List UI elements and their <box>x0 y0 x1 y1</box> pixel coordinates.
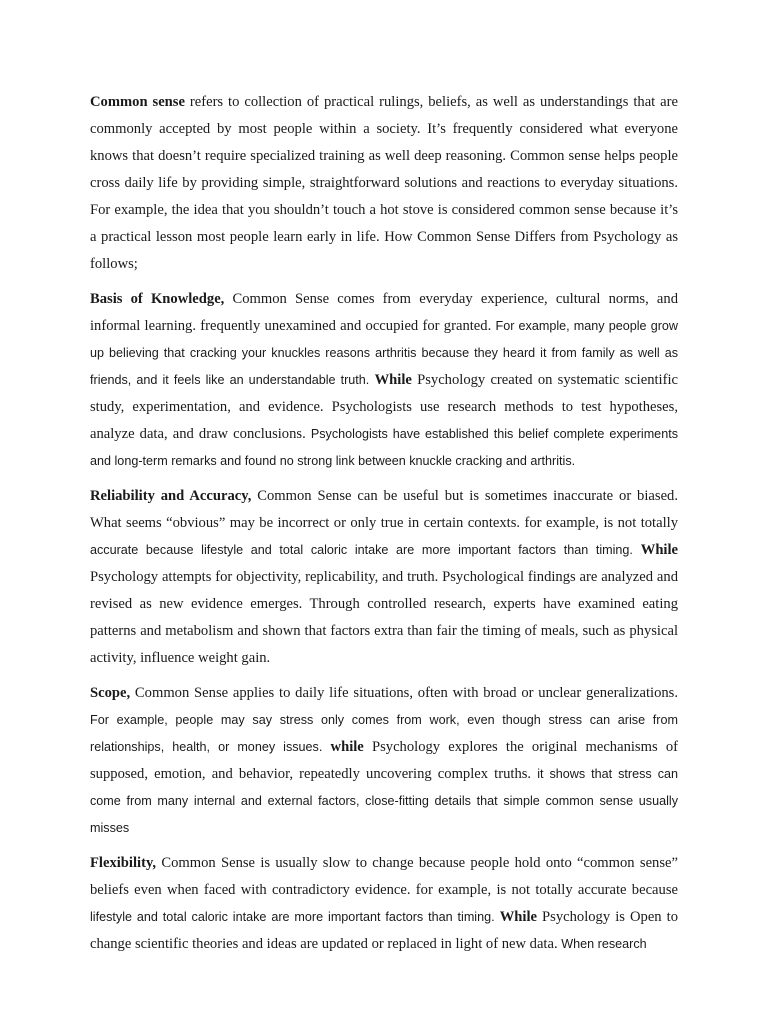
paragraph-text: Common Sense is usually slow to change because people hold onto “common sense” beliefs even when faced with contradictory evidence. for example, is not totally accurate because <box>90 855 678 898</box>
paragraph-text: Psychology attempts for objectivity, replicability, and truth. Psychological findings are analyzed and revised as new evidence emerges. Through controlled research, experts have examined eating patterns and metabolism and shown that factors extra than fair the timing of meals, such as physical activity, influence weight gain. <box>90 569 678 666</box>
paragraph-common-sense <box>90 89 678 278</box>
contrast-keyword: while <box>330 739 364 755</box>
paragraph-text: refers to collection of practical rulings, beliefs, as well as understandings that are commonly accepted by most people within a society. It’s frequently considered what everyone knows that doesn’t require specialized training as well deep reasoning. Common sense helps people cross daily life by providing simple, straightforward solutions and reactions to everyday situations. For example, the idea that you shouldn’t touch a hot stove is considered common sense because it’s a practical lesson most people learn early in life. How Common Sense Differs from Psychology as follows; <box>90 94 678 272</box>
contrast-keyword: While <box>499 909 537 925</box>
document-page <box>90 89 678 966</box>
paragraph-example-text: accurate because lifestyle and total caloric intake are more important factors than timing. <box>90 543 633 557</box>
paragraph-reliability-accuracy <box>90 483 678 672</box>
paragraph-text: Psychology created on systematic scientific study, experimentation, and evidence. Psychologists use research methods to test hypotheses, analyze data, and draw conclusions. <box>90 372 678 442</box>
paragraph-heading: Scope, <box>90 685 131 701</box>
paragraph-example-text: When research <box>561 937 647 951</box>
paragraph-text: Common Sense comes from everyday experience, cultural norms, and informal learning. frequently unexamined and occupied for granted. <box>90 291 678 334</box>
paragraph-basis-of-knowledge <box>90 286 678 475</box>
paragraph-text: Common Sense can be useful but is sometimes inaccurate or biased. What seems “obvious” may be incorrect or only true in certain contexts. for example, is not totally <box>90 488 678 531</box>
paragraph-text <box>633 542 641 558</box>
paragraph-heading: Basis of Knowledge, <box>90 291 225 307</box>
paragraph-example-text: Psychologists have established this belief complete experiments and long-term remarks and found no strong link between knuckle cracking and arthritis. <box>90 427 678 468</box>
paragraph-text: Common Sense applies to daily life situations, often with broad or unclear generalizations. <box>130 685 678 701</box>
paragraph-scope <box>90 680 678 842</box>
paragraph-heading: Reliability and Accuracy, <box>90 488 252 504</box>
paragraph-text <box>322 739 330 755</box>
paragraph-flexibility <box>90 850 678 958</box>
paragraph-example-text: lifestyle and total caloric intake are more important factors than timing. <box>90 910 495 924</box>
paragraph-text: Psychology is Open to change scientific theories and ideas are updated or replaced in light of new data. <box>90 909 678 952</box>
paragraph-heading: Flexibility, <box>90 855 157 871</box>
paragraph-example-text: For example, many people grow up believing that cracking your knuckles reasons arthritis because they heard it from family as well as friends, and it feels like an understandable truth. <box>90 319 678 387</box>
contrast-keyword: While <box>374 372 412 388</box>
contrast-keyword: While <box>640 542 679 558</box>
paragraph-example-text: it shows that stress can come from many internal and external factors, close-fitting details that simple common sense usually misses <box>90 767 678 835</box>
paragraph-text: Psychology explores the original mechanisms of supposed, emotion, and behavior, repeatedly uncovering complex truths. <box>90 739 678 782</box>
paragraph-heading: Common sense <box>90 94 185 110</box>
paragraph-example-text: For example, people may say stress only comes from work, even though stress can arise from relationships, health, or money issues. <box>90 713 678 754</box>
